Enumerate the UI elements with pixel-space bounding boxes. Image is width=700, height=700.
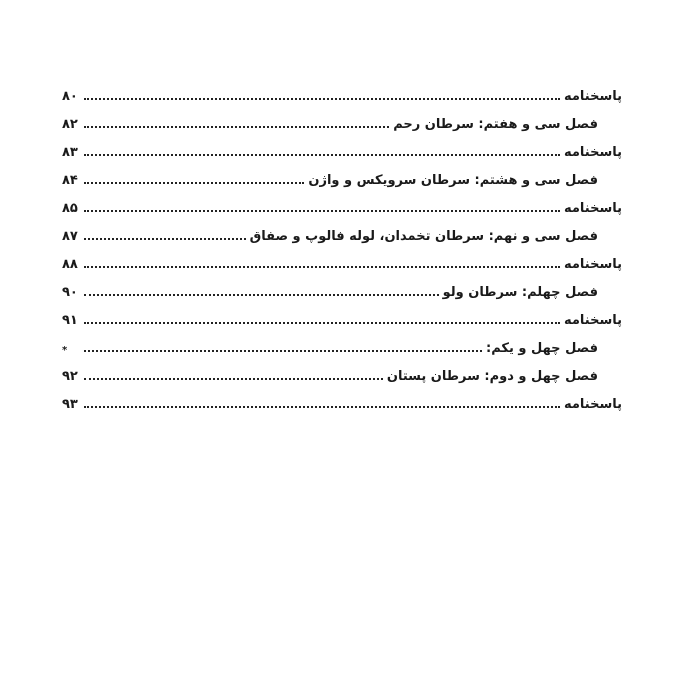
dot-leader [84, 294, 439, 296]
toc-entry-title: پاسخنامه [563, 257, 622, 272]
dot-leader [84, 154, 560, 156]
toc-entry-title: فصل چهل و دوم: سرطان پستان [386, 369, 598, 384]
toc-entry-title: فصل چهل و یکم: [486, 341, 598, 356]
dot-leader [84, 266, 560, 268]
toc-entry-page: ۹۲ [62, 369, 78, 384]
dot-leader [84, 406, 560, 408]
toc-entry [62, 300, 622, 328]
toc-entry-title: پاسخنامه [563, 145, 622, 160]
toc-entry-page: ۸۴ [62, 173, 78, 188]
toc-entry-title: پاسخنامه [563, 397, 622, 412]
toc-entry [62, 76, 622, 104]
dot-leader [84, 126, 389, 128]
toc-entry [62, 272, 622, 300]
toc-entry [62, 356, 622, 384]
toc-entry-title: فصل چهلم: سرطان ولو [442, 285, 598, 300]
table-of-contents [62, 76, 622, 412]
toc-entry-page: ۹۱ [62, 313, 78, 328]
toc-entry-title: فصل سی و هفتم: سرطان رحم [393, 117, 598, 132]
toc-entry-page: ۹۳ [62, 397, 78, 412]
toc-entry-page: ۸۲ [62, 117, 78, 132]
toc-entry [62, 160, 622, 188]
toc-entry-title: پاسخنامه [563, 201, 622, 216]
toc-entry [62, 104, 622, 132]
dot-leader [84, 350, 482, 352]
toc-entry-title: فصل سی و نهم: سرطان تخمدان، لوله فالوپ و صفاق [249, 229, 598, 244]
toc-entry-page: * [62, 345, 68, 356]
toc-entry [62, 188, 622, 216]
toc-entry [62, 244, 622, 272]
toc-entry [62, 216, 622, 244]
toc-entry [62, 132, 622, 160]
toc-entry [62, 384, 622, 412]
dot-leader [84, 378, 383, 380]
toc-entry-page: ۸۳ [62, 145, 78, 160]
toc-entry-title: پاسخنامه [563, 89, 622, 104]
toc-entry-page: ۸۵ [62, 201, 78, 216]
toc-entry-page: ۹۰ [62, 285, 78, 300]
toc-entry [62, 328, 622, 356]
toc-entry-title: فصل سی و هشتم: سرطان سرویکس و واژن [308, 173, 598, 188]
dot-leader [84, 238, 246, 240]
dot-leader [84, 210, 560, 212]
dot-leader [84, 322, 560, 324]
dot-leader [84, 182, 304, 184]
dot-leader [84, 98, 560, 100]
toc-entry-page: ۸۰ [62, 89, 78, 104]
toc-entry-page: ۸۷ [62, 229, 78, 244]
toc-entry-page: ۸۸ [62, 257, 78, 272]
toc-entry-title: پاسخنامه [563, 313, 622, 328]
